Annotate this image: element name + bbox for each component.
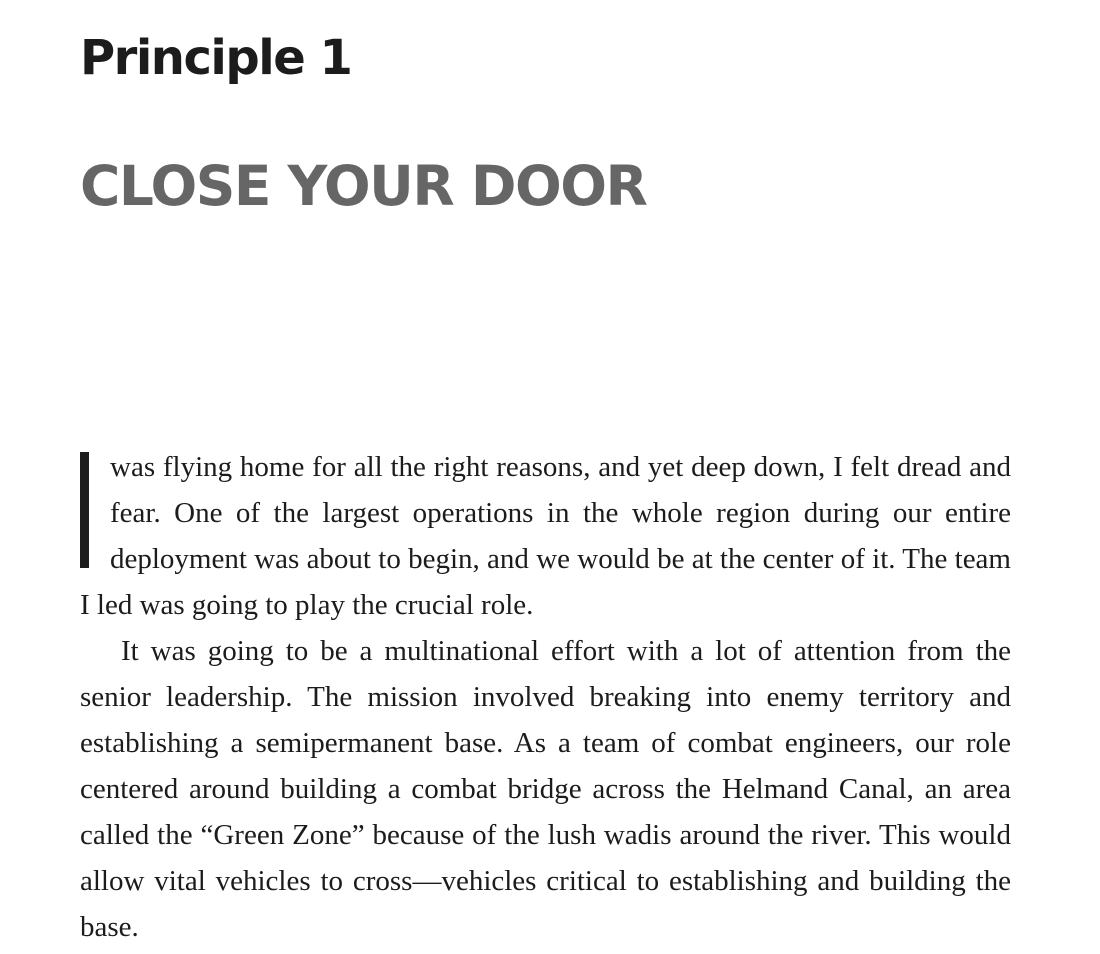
principle-label: Principle 1 (80, 30, 352, 86)
second-paragraph: It was going to be a multinational effort with a lot of attention from the senior leadership. The mission involved breaking into enemy territory and establishing a semipermanent base. As a team of combat engineers, our role centered around building a combat bridge across the Helmand Canal, an area called the “Green Zone” because of the lush wadis around the river. This would allow vital vehicles to cross—vehicles critical to establishing and building the base. (80, 635, 1011, 943)
chapter-body (80, 444, 1011, 950)
drop-cap-i (80, 452, 89, 568)
paragraph-text: was flying home for all the right reasons, and yet deep down, I felt dread and fear. One of the largest operations in the whole region during our entire deployment was about to begin, and we would be at the center of it. The team I led was going to play the crucial role. (80, 451, 1011, 621)
chapter-title: CLOSE YOUR DOOR (80, 154, 647, 218)
opening-paragraph (80, 444, 1011, 628)
